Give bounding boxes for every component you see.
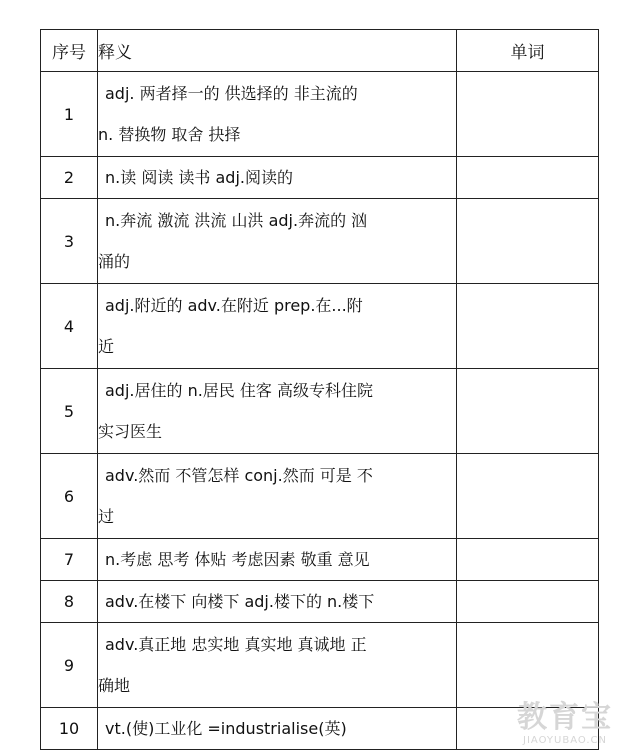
- table-row: [41, 72, 599, 157]
- row-definition: [98, 369, 457, 454]
- row-definition: [98, 199, 457, 284]
- watermark-logo: [506, 701, 624, 747]
- row-word-blank[interactable]: [457, 157, 599, 199]
- table-header-row: [41, 30, 599, 72]
- definition-line: n.奔流 激流 洪流 山洪 adj.奔流的 汹: [105, 211, 368, 230]
- definition-line: vt.(使)工业化 =industrialise(英): [105, 719, 347, 738]
- vocabulary-table: [40, 29, 599, 750]
- definition-line: adv.在楼下 向楼下 adj.楼下的 n.楼下: [105, 592, 375, 611]
- row-word-blank[interactable]: [457, 581, 599, 623]
- watermark-main-text: 教育宝: [517, 700, 613, 735]
- definition-line: n. 替换物 取舍 抉择: [98, 125, 241, 144]
- definition-line: 近: [98, 337, 115, 356]
- row-definition: [98, 581, 457, 623]
- watermark-sub-text: JIAOYUBAO.CN: [523, 735, 607, 746]
- table-row: [41, 581, 599, 623]
- definition-line: 过: [98, 507, 115, 526]
- table-row: [41, 157, 599, 199]
- definition-line: adj. 两者择一的 供选择的 非主流的: [105, 84, 358, 103]
- row-definition: [98, 539, 457, 581]
- definition-line: adv.然而 不管怎样 conj.然而 可是 不: [105, 466, 373, 485]
- row-number: 10: [41, 708, 98, 750]
- row-number: 8: [41, 581, 98, 623]
- row-number: 4: [41, 284, 98, 369]
- row-number: 5: [41, 369, 98, 454]
- row-number: 2: [41, 157, 98, 199]
- definition-line: adj.居住的 n.居民 住客 高级专科住院: [105, 381, 373, 400]
- row-number: 7: [41, 539, 98, 581]
- row-number: 3: [41, 199, 98, 284]
- definition-line: n.读 阅读 读书 adj.阅读的: [105, 168, 293, 187]
- definition-line: 确地: [98, 676, 131, 695]
- row-definition: [98, 72, 457, 157]
- row-word-blank[interactable]: [457, 199, 599, 284]
- row-definition: [98, 623, 457, 708]
- table-row: [41, 454, 599, 539]
- table-row: [41, 623, 599, 708]
- row-definition: [98, 708, 457, 750]
- definition-line: n.考虑 思考 体贴 考虑因素 敬重 意见: [105, 550, 370, 569]
- row-word-blank[interactable]: [457, 623, 599, 708]
- row-word-blank[interactable]: [457, 369, 599, 454]
- table-row: [41, 284, 599, 369]
- table-row: [41, 369, 599, 454]
- row-word-blank[interactable]: [457, 454, 599, 539]
- row-number: 6: [41, 454, 98, 539]
- row-definition: [98, 284, 457, 369]
- table-row: [41, 539, 599, 581]
- row-number: 9: [41, 623, 98, 708]
- header-number: 序号: [41, 30, 98, 72]
- table-row: [41, 199, 599, 284]
- definition-line: adj.附近的 adv.在附近 prep.在...附: [105, 296, 363, 315]
- row-definition: [98, 454, 457, 539]
- definition-line: adv.真正地 忠实地 真实地 真诚地 正: [105, 635, 367, 654]
- definition-line: 涌的: [98, 252, 131, 271]
- header-word: 单词: [457, 30, 599, 72]
- vocabulary-worksheet: [40, 29, 598, 750]
- row-word-blank[interactable]: [457, 284, 599, 369]
- row-number: 1: [41, 72, 98, 157]
- definition-line: 实习医生: [98, 422, 163, 441]
- header-definition: 释义: [98, 30, 457, 72]
- row-definition: [98, 157, 457, 199]
- row-word-blank[interactable]: [457, 72, 599, 157]
- row-word-blank[interactable]: [457, 539, 599, 581]
